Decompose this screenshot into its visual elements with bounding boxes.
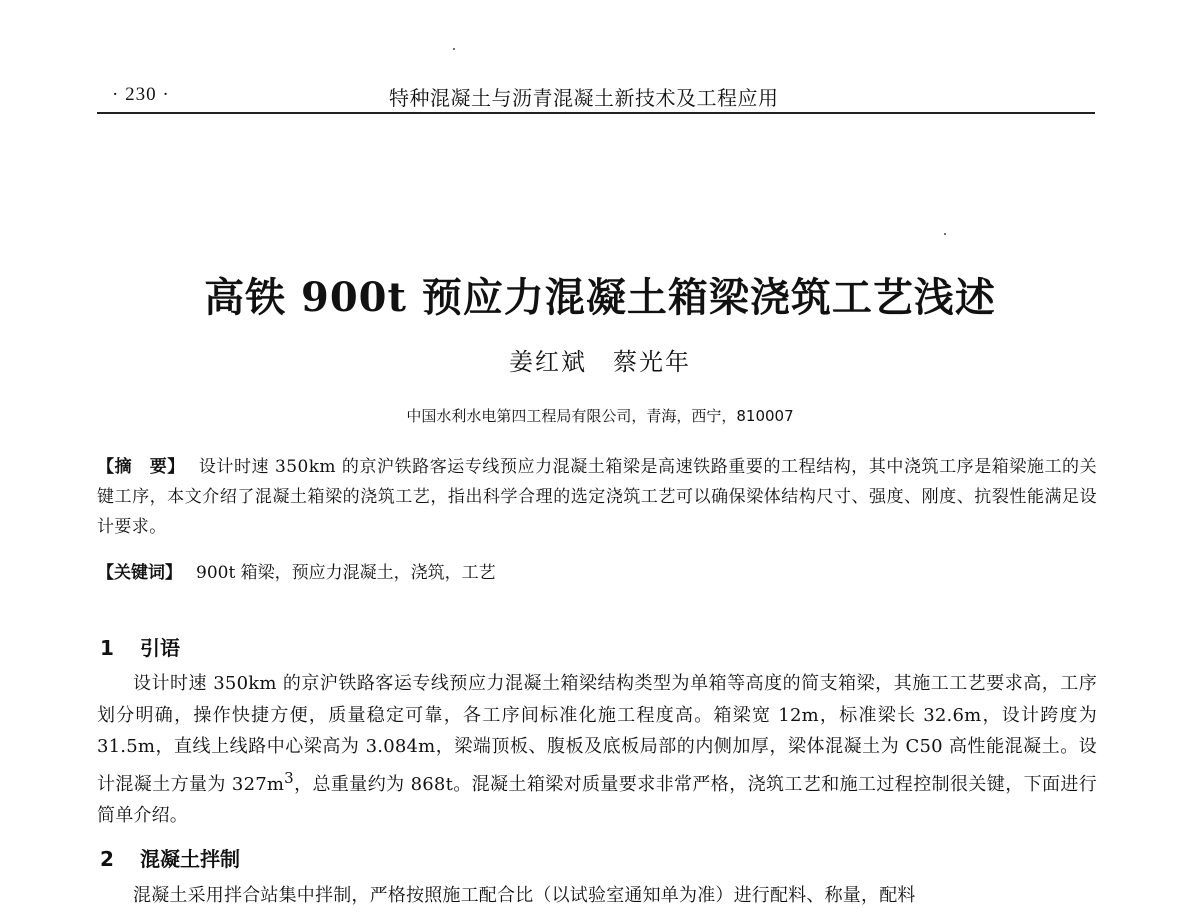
journal-title: 特种混凝土与沥青混凝土新技术及工程应用 [389,86,779,110]
abstract-text: 设计时速 350km 的京沪铁路客运专线预应力混凝土箱梁是高速铁路重要的工程结构，其中浇筑工序是箱梁施工的关键工序，本文介绍了混凝土箱梁的浇筑工艺，指出科学合理的选定浇筑工艺可以确保梁体结构尺寸、强度、刚度、抗裂性能满足设计要求。 [97,457,1097,537]
paragraph-text: 混凝土采用拌合站集中拌制，严格按照施工配合比（以试验室通知单为准）进行配料、称量，配料 [133,885,916,906]
page-number: · 230 · [112,84,170,105]
paragraph-text: 设计时速 350km 的京沪铁路客运专线预应力混凝土箱梁结构类型为单箱等高度的简支箱梁，其施工工艺要求高，工序划分明确，操作快捷方便，质量稳定可靠，各工序间标准化施工程度高。箱梁宽 12m，标准梁长 32.6m，设计跨度为 31.5m，直线上线路中心梁高为 3.084m，梁端顶板、腹板及底板局部的内侧加厚，梁体混凝土为 C50 高性能混凝土。设计混凝土方量为 327m [97,673,1097,795]
superscript: 3 [284,768,294,787]
running-header [97,76,1097,112]
abstract [97,452,1097,542]
paper-authors: 姜红斌 蔡光年 [509,348,691,376]
section-title: 引语 [140,636,180,660]
section-paragraph [97,880,1097,912]
paper-title: 高铁 900t 预应力混凝土箱梁浇筑工艺浅述 [204,274,996,321]
header-rule [97,112,1095,114]
keywords-text: 900t 箱梁，预应力混凝土，浇筑，工艺 [196,563,496,583]
section-paragraph [97,668,1097,832]
paragraph-text-continued: ，总重量约为 868t。混凝土箱梁对质量要求非常严格，浇筑工艺和施工过程控制很关键，下面进行简单介绍。 [97,773,1098,826]
scan-speck [944,233,946,235]
paper-affiliation: 中国水利水电第四工程局有限公司，青海，西宁，810007 [406,407,794,425]
abstract-label: 【摘 要】 [97,457,185,477]
keywords [97,558,1097,588]
section-title: 混凝土拌制 [140,847,240,871]
scan-speck [453,48,455,50]
section-number: 2 [100,847,114,871]
section-heading [100,632,180,661]
section-heading [100,843,240,872]
section-number: 1 [100,636,114,660]
keywords-label: 【关键词】 [97,563,182,583]
